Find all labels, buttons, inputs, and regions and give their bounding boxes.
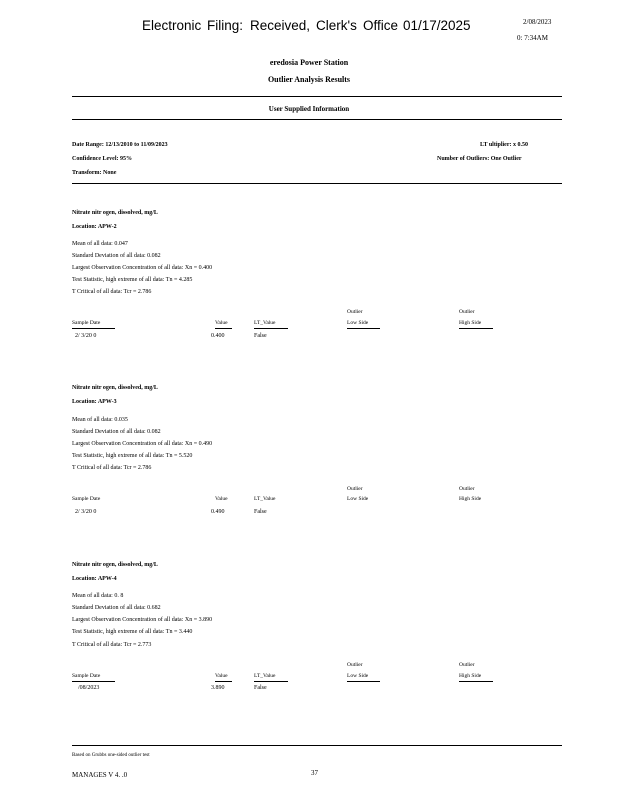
- row-sample-date: /08/2023: [78, 685, 100, 691]
- row-lt-value: False: [254, 685, 267, 691]
- standard-deviation: Standard Deviation of all data: 0.682: [72, 605, 161, 611]
- print-time: 0: 7:34AM: [517, 34, 548, 42]
- test-statistic: Test Statistic, high extreme of all data: Tn = 3.440: [72, 629, 193, 635]
- underline: [72, 681, 115, 682]
- col-high-side: High Side: [459, 320, 482, 326]
- location-name: Location: APW-4: [72, 576, 117, 582]
- footer-note: Based on Grubbs one-sided outlier test: [72, 753, 150, 758]
- col-low-side: Low Side: [347, 673, 369, 679]
- underline: [72, 328, 115, 329]
- banner-word: Received,: [250, 18, 311, 33]
- outlier-label: Outlier: [459, 486, 475, 492]
- largest-observation: Largest Observation Concentration of all data: Xn = 3.890: [72, 617, 213, 623]
- underline: [347, 328, 380, 329]
- row-value: 3.890: [211, 685, 225, 691]
- transform: Transform: None: [72, 170, 117, 176]
- parameter-name: Nitrate nitr ogen, dissolved, mg/L: [72, 210, 158, 216]
- col-low-side: Low Side: [347, 496, 369, 502]
- underline: [347, 681, 380, 682]
- t-critical: T Critical of all data: Tcr = 2.773: [72, 642, 152, 648]
- underline: [459, 681, 493, 682]
- row-sample-date: 2/ 3/20 0: [75, 509, 97, 515]
- outlier-label: Outlier: [459, 662, 475, 668]
- software-version: MANAGES V 4. .0: [72, 771, 128, 779]
- parameter-name: Nitrate nitr ogen, dissolved, mg/L: [72, 562, 158, 568]
- outlier-label: Outlier: [459, 309, 475, 315]
- page-number: 37: [311, 769, 318, 777]
- lt-multiplier: LT ultiplier: x 0.50: [480, 142, 529, 148]
- col-sample-date: Sample Date: [72, 320, 101, 326]
- largest-observation: Largest Observation Concentration of all data: Xn = 0.400: [72, 265, 213, 271]
- location-name: Location: APW-2: [72, 224, 117, 230]
- number-of-outliers: Number of Outliers: One Outlier: [437, 156, 522, 162]
- date-range: Date Range: 12/13/2010 to 11/09/2023: [72, 142, 168, 148]
- station-name: eredosia Power Station: [269, 58, 349, 67]
- largest-observation: Largest Observation Concentration of all data: Xn = 0.490: [72, 441, 213, 447]
- t-critical: T Critical of all data: Tcr = 2.786: [72, 289, 152, 295]
- col-lt-value: LT_Value: [254, 320, 276, 326]
- col-lt-value: LT_Value: [254, 673, 276, 679]
- banner-word: 01/17/2025: [403, 18, 471, 33]
- confidence-level: Confidence Level: 95%: [72, 156, 132, 162]
- banner-word: Office: [363, 18, 399, 33]
- mean: Mean of all data: 0.047: [72, 241, 128, 247]
- row-sample-date: 2/ 3/20 0: [75, 333, 97, 339]
- test-statistic: Test Statistic, high extreme of all data: Tn = 5.520: [72, 453, 193, 459]
- divider: [72, 119, 562, 120]
- print-date: 2/08/2023: [523, 18, 552, 26]
- col-sample-date: Sample Date: [72, 496, 101, 502]
- outlier-label: Outlier: [347, 486, 363, 492]
- col-value: Value: [215, 673, 228, 679]
- standard-deviation: Standard Deviation of all data: 0.082: [72, 429, 161, 435]
- col-value: Value: [215, 320, 228, 326]
- banner-word: Electronic: [142, 18, 202, 33]
- col-sample-date: Sample Date: [72, 673, 101, 679]
- banner-word: Clerk's: [316, 18, 357, 33]
- banner-word: Filing:: [207, 18, 244, 33]
- col-low-side: Low Side: [347, 320, 369, 326]
- t-critical: T Critical of all data: Tcr = 2.786: [72, 465, 152, 471]
- row-value: 0.400: [211, 333, 225, 339]
- parameter-name: Nitrate nitr ogen, dissolved, mg/L: [72, 385, 158, 391]
- divider: [72, 183, 562, 184]
- mean: Mean of all data: 0. 8: [72, 593, 124, 599]
- underline: [254, 681, 288, 682]
- mean: Mean of all data: 0.035: [72, 417, 128, 423]
- location-name: Location: APW-3: [72, 399, 117, 405]
- row-value: 0.490: [211, 509, 225, 515]
- standard-deviation: Standard Deviation of all data: 0.082: [72, 253, 161, 259]
- row-lt-value: False: [254, 509, 267, 515]
- col-high-side: High Side: [459, 673, 482, 679]
- divider: [72, 96, 562, 97]
- underline: [215, 328, 232, 329]
- section-title: User Supplied Information: [268, 105, 350, 113]
- col-value: Value: [215, 496, 228, 502]
- row-lt-value: False: [254, 333, 267, 339]
- outlier-label: Outlier: [347, 309, 363, 315]
- col-lt-value: LT_Value: [254, 496, 276, 502]
- test-statistic: Test Statistic, high extreme of all data: Tn = 4.285: [72, 277, 193, 283]
- report-title: Outlier Analysis Results: [267, 75, 351, 84]
- col-high-side: High Side: [459, 496, 482, 502]
- underline: [459, 328, 493, 329]
- divider: [72, 745, 562, 746]
- underline: [254, 328, 288, 329]
- underline: [215, 681, 232, 682]
- outlier-label: Outlier: [347, 662, 363, 668]
